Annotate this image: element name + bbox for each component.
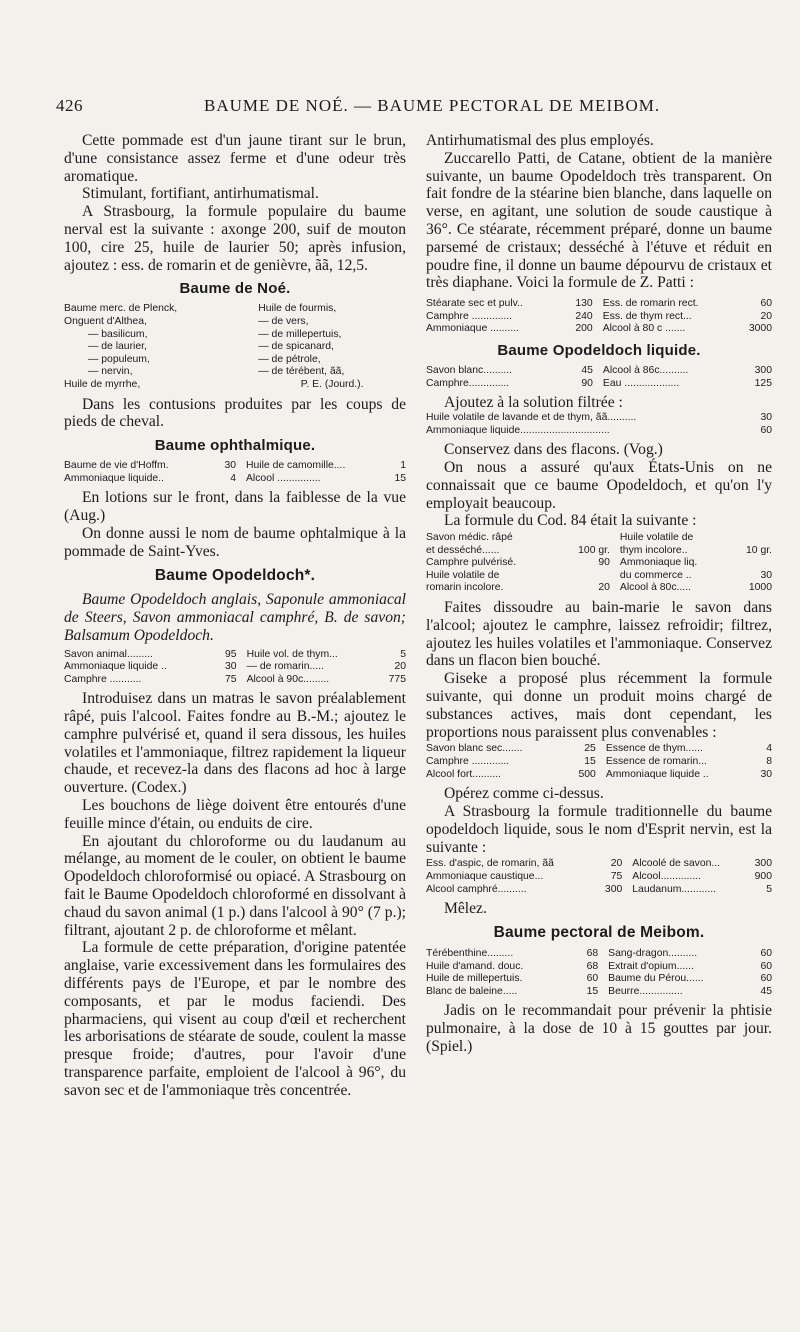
table-cell: 1000 bbox=[748, 582, 772, 594]
table-cell: du commerce .. bbox=[619, 569, 692, 581]
table-cell: Alcool fort.......... bbox=[426, 768, 502, 780]
table-cell: Huile de myrrhe, bbox=[64, 378, 141, 390]
table-row bbox=[426, 532, 772, 545]
table-row bbox=[426, 545, 772, 558]
table-cell: Ess. d'aspic, de romarin, ãã bbox=[426, 858, 554, 870]
paragraph: A Strasbourg, la formule populaire du baume nerval est la suivante : axonge 200, suif de mouton 100, cire 25, huile de laurier 50; après infusion, ajoutez : ess. de romarin et de genièvre, ãã, 12,5. bbox=[64, 203, 406, 274]
table-cell: 15 bbox=[584, 756, 596, 768]
paragraph: Stimulant, fortifiant, antirhumatismal. bbox=[82, 185, 319, 203]
table-cell: Ess. de thym rect... bbox=[602, 310, 692, 322]
table-row bbox=[426, 582, 772, 595]
table-cell: Camphre pulvérisé. bbox=[426, 557, 517, 569]
table-cell: — de spicanard, bbox=[258, 341, 334, 353]
paragraph: Conservez dans des flacons. (Vog.) bbox=[444, 441, 663, 459]
table-cell bbox=[734, 532, 772, 545]
table-cell: 200 bbox=[575, 323, 593, 335]
table-cell: 125 bbox=[754, 377, 772, 389]
paragraph: Introduisez dans un matras le savon préalablement râpé, puis l'alcool. Faites fondre au B.-M.; ajoutez le camphre pulvérisé et, quand il sera dissous, les huiles volatiles et l'ammoniaque, filtrez rapidement la liqueur chaude, et recevez-la dans des flacons ad hoc à large ouverture. (Codex.) bbox=[64, 690, 406, 797]
table-cell: Ammoniaque .......... bbox=[426, 323, 519, 335]
table-cell: Térébenthine......... bbox=[426, 948, 514, 959]
table-row bbox=[426, 323, 772, 336]
table-row bbox=[426, 365, 772, 378]
table-cell: — basilicum, bbox=[88, 328, 148, 340]
table-row bbox=[426, 871, 772, 884]
recipe-table-codex bbox=[426, 532, 772, 595]
table-cell: 30 bbox=[760, 768, 772, 780]
recipe-table-patti bbox=[426, 298, 772, 336]
recipe-line-label: Ammoniaque liquide............................... bbox=[426, 424, 610, 436]
table-cell bbox=[734, 557, 772, 570]
table-cell: Huile volatile de bbox=[619, 532, 694, 544]
paragraph: En lotions sur le front, dans la faiblesse de la vue (Aug.) bbox=[64, 489, 406, 525]
table-cell: Beurre............... bbox=[608, 985, 683, 997]
table-cell: 5 bbox=[766, 883, 772, 895]
table-row bbox=[64, 379, 406, 392]
table-row bbox=[426, 884, 772, 897]
section-heading-baume-de-noe: Baume de Noé. bbox=[179, 280, 291, 298]
table-cell: — populeum, bbox=[88, 353, 150, 365]
table-cell: Savon blanc sec....... bbox=[426, 743, 523, 755]
paragraph: Giseke a proposé plus récemment la formule suivante, qui donne un produit moins chargé de substances actives, mais dont cependant, les proportions nous paraissent plus convenables : bbox=[426, 670, 772, 741]
paragraph: Les bouchons de liège doivent être entourés d'une feuille mince d'étain, ou enduits de cire. bbox=[64, 797, 406, 832]
table-cell: Essence de thym...... bbox=[605, 743, 703, 755]
table-cell: 15 bbox=[586, 985, 599, 997]
table-row bbox=[426, 756, 772, 769]
table-cell: Ammoniaque liq. bbox=[619, 557, 698, 569]
table-cell: 5 bbox=[400, 648, 406, 660]
table-cell: 60 bbox=[586, 973, 599, 985]
table-cell: Alcool à 80 c ....... bbox=[602, 323, 686, 335]
table-cell: Baume merc. de Plenck, bbox=[64, 303, 178, 315]
recipe-line bbox=[426, 412, 772, 425]
paragraph: Cette pommade est d'un jaune tirant sur le brun, d'une consistance assez ferme et d'une odeur très aromatique. bbox=[64, 132, 406, 185]
table-cell: 68 bbox=[586, 948, 599, 959]
left-column bbox=[64, 132, 406, 1100]
table-cell: Huile volatile de bbox=[426, 569, 500, 581]
table-cell: 900 bbox=[754, 871, 772, 883]
table-cell: 30 bbox=[760, 569, 772, 581]
paragraph: La formule du Cod. 84 était la suivante : bbox=[444, 512, 697, 530]
table-row bbox=[426, 311, 772, 324]
table-cell: — nervin, bbox=[88, 366, 133, 378]
table-row bbox=[426, 769, 772, 782]
table-cell: Extrait d'opium...... bbox=[608, 960, 694, 972]
table-cell: 1 bbox=[400, 460, 406, 472]
table-cell: Camphre ........... bbox=[64, 673, 142, 685]
recipe-table-esprit-nervin bbox=[426, 858, 772, 896]
table-row bbox=[64, 366, 406, 379]
recipe-table-opodeldoch bbox=[64, 649, 406, 687]
paragraph: Antirhumatismal des plus employés. bbox=[426, 132, 654, 149]
table-cell: 45 bbox=[760, 985, 772, 997]
table-cell: Alcoolé de savon... bbox=[632, 858, 721, 870]
section-heading-baume-opodeldoch: Baume Opodeldoch*. bbox=[154, 566, 316, 584]
table-cell: thym incolore.. bbox=[619, 544, 688, 556]
paragraph: On nous a assuré qu'aux États-Unis on ne connaissait que ce baume Opodeldoch, et qu'on l'y employait beaucoup. bbox=[426, 458, 772, 512]
recipe-table-liquide bbox=[426, 365, 772, 390]
table-cell: Ammoniaque liquide .. bbox=[605, 768, 709, 780]
table-cell: 4 bbox=[230, 472, 236, 484]
recipe-line bbox=[426, 425, 772, 438]
recipe-table-giseke bbox=[426, 743, 772, 781]
table-cell: Onguent d'Althea, bbox=[64, 315, 147, 327]
table-cell: 90 bbox=[581, 377, 593, 389]
table-cell: 8 bbox=[766, 756, 772, 768]
paragraph: En ajoutant du chloroforme ou du laudanum au mélange, au moment de le couler, on obtient le baume Opodeldoch chloroformisé ou opiacé. A Strasbourg on fait le Baume Opodeldoch chloroformé en dissolvant à chaud du savon animal (1 p.) dans l'alcool à 90° (7 p.); filtrant, ajoutant 2 p. de chloroforme et mêlant. bbox=[64, 832, 406, 939]
table-row bbox=[426, 557, 772, 570]
table-cell: Laudanum............ bbox=[632, 883, 717, 895]
table-cell: 500 bbox=[578, 768, 596, 780]
table-cell: 30 bbox=[224, 460, 236, 472]
table-cell: Huile vol. de thym... bbox=[246, 648, 338, 660]
paragraph: Faites dissoudre au bain-marie le savon dans l'alcool; ajoutez le camphre, laissez refroidir; filtrez, ajoutez les huiles volatiles et l'ammoniaque. Conservez dans un flacon bien bouché. bbox=[426, 599, 772, 670]
table-row bbox=[426, 973, 772, 986]
table-cell: Ess. de romarin rect. bbox=[602, 298, 699, 310]
recipe-table-ophthalmique bbox=[64, 460, 406, 485]
table-row bbox=[426, 948, 772, 961]
table-cell: — de millepertuis, bbox=[258, 328, 342, 340]
recipe-table-noe bbox=[64, 303, 406, 391]
table-cell: Alcool ............... bbox=[246, 472, 321, 484]
table-cell: — de romarin..... bbox=[246, 661, 324, 673]
table-cell: 3000 bbox=[748, 323, 772, 335]
table-cell: Eau ................... bbox=[602, 377, 680, 389]
table-cell: romarin incolore. bbox=[426, 582, 504, 594]
recipe-table-meibom bbox=[426, 948, 772, 998]
table-cell: Huile de millepertuis. bbox=[426, 973, 523, 985]
table-row bbox=[426, 961, 772, 974]
table-cell: 10 gr. bbox=[746, 544, 772, 556]
table-row bbox=[64, 303, 406, 316]
table-cell: — de térébent, ãã, bbox=[258, 366, 345, 378]
synonyms: Baume Opodeldoch anglais, Saponule ammoniacal de Steers, Savon ammoniacal camphré, B. de savon; Balsamum Opodeldoch. bbox=[64, 590, 406, 644]
table-cell: 300 bbox=[754, 364, 772, 376]
table-row bbox=[64, 649, 406, 662]
table-cell: 130 bbox=[575, 298, 593, 310]
table-row bbox=[426, 743, 772, 756]
table-cell: Huile de fourmis, bbox=[258, 303, 337, 315]
table-cell: 240 bbox=[575, 310, 593, 322]
table-cell: 68 bbox=[586, 960, 599, 972]
table-cell: Baume de vie d'Hoffm. bbox=[64, 460, 169, 472]
table-cell: 75 bbox=[610, 871, 623, 883]
table-cell bbox=[558, 570, 619, 583]
table-cell: 60 bbox=[760, 973, 772, 985]
paragraph: Zuccarello Patti, de Catane, obtient de la manière suivante, un baume Opodeldoch très transparent. On fait fondre de la stéarine bien blanche, dans laquelle on verse, en agitant, une solution de soude caustique à 36°. Ce stéarate, récemment préparé, donne un baume parsemé de cristaux; desséché à l'étuve et réduit en poudre fine, il donne un baume dépourvu de cristaux et très diaphane. Voici la formule de Z. Patti : bbox=[426, 149, 772, 292]
table-cell: Huile de camomille.... bbox=[246, 460, 346, 472]
table-cell: 25 bbox=[584, 743, 596, 755]
table-cell: 45 bbox=[581, 364, 593, 376]
table-row bbox=[64, 473, 406, 486]
table-cell: Camphre .............. bbox=[426, 310, 513, 322]
table-cell: 100 gr. bbox=[578, 544, 610, 556]
table-row bbox=[64, 316, 406, 329]
recipe-line-qty: 60 bbox=[760, 424, 772, 436]
table-cell: 20 bbox=[610, 858, 623, 870]
table-cell: 60 bbox=[760, 960, 772, 972]
table-cell: 20 bbox=[394, 661, 406, 673]
table-cell: 75 bbox=[225, 673, 237, 685]
table-cell: P. E. (Jourd.). bbox=[300, 378, 364, 390]
running-title: BAUME DE NOÉ. — BAUME PECTORAL DE MEIBOM. bbox=[204, 96, 661, 115]
paragraph: Dans les contusions produites par les coups de pieds de cheval. bbox=[64, 395, 406, 431]
table-cell: Savon blanc.......... bbox=[426, 364, 513, 376]
paragraph: Ajoutez à la solution filtrée : bbox=[444, 394, 623, 412]
table-cell: 20 bbox=[598, 582, 610, 594]
right-column bbox=[426, 132, 772, 1056]
table-cell: 20 bbox=[760, 310, 772, 322]
table-cell: Essence de romarin... bbox=[605, 756, 707, 768]
paragraph: Mêlez. bbox=[444, 900, 487, 918]
table-row bbox=[64, 661, 406, 674]
table-cell: Ammoniaque liquide .. bbox=[64, 661, 167, 673]
table-cell: Huile d'amand. douc. bbox=[426, 960, 524, 972]
table-row bbox=[64, 329, 406, 342]
table-row bbox=[426, 858, 772, 871]
table-cell: Alcool camphré.......... bbox=[426, 883, 527, 895]
paragraph: La formule de cette préparation, d'origine patentée anglaise, varie excessivement dans les formulaires des différents pays de l'Europe, et par le nombre des composants, et par le modus faciendi. Des pharmaciens, qui visent au coup d'œil et recherchent les arborisations de stéarate de soude, coulent la masse presque froide; d'autres, pour l'avoir d'une transparence parfaite, emploient de l'alcool à 96°, du savon sec et de l'ammoniaque très concentrée. bbox=[64, 939, 406, 1099]
table-cell bbox=[558, 532, 619, 545]
table-cell: Blanc de baleine..... bbox=[426, 985, 518, 997]
table-cell: 15 bbox=[394, 472, 406, 484]
table-cell: et desséché...... bbox=[426, 544, 500, 556]
table-cell: Stéarate sec et pulv.. bbox=[426, 298, 523, 310]
table-cell: — de laurier, bbox=[88, 341, 147, 353]
table-row bbox=[426, 570, 772, 583]
table-cell: 4 bbox=[766, 743, 772, 755]
table-cell: Alcool à 80c..... bbox=[619, 582, 691, 594]
table-cell: — de pétrole, bbox=[258, 353, 321, 365]
table-row bbox=[64, 341, 406, 354]
table-row bbox=[64, 354, 406, 367]
table-cell: Alcool.............. bbox=[632, 871, 701, 883]
paragraph: Opérez comme ci-dessus. bbox=[444, 785, 604, 803]
paragraph: Jadis on le recommandait pour prévenir la phtisie pulmonaire, à la dose de 10 à 15 gouttes par jour. (Spiel.) bbox=[426, 1002, 772, 1055]
paragraph: On donne aussi le nom de baume ophtalmique à la pommade de Saint-Yves. bbox=[64, 524, 406, 560]
table-cell: Camphre.............. bbox=[426, 377, 510, 389]
table-row bbox=[426, 378, 772, 391]
section-heading-baume-pectoral-meibom: Baume pectoral de Meibom. bbox=[493, 924, 705, 941]
running-head bbox=[56, 96, 756, 120]
table-cell: Alcool à 90c......... bbox=[246, 673, 330, 685]
table-cell: — de vers, bbox=[258, 315, 309, 327]
table-cell: 30 bbox=[225, 661, 237, 673]
section-heading-opodeldoch-liquide: Baume Opodeldoch liquide. bbox=[497, 341, 701, 359]
recipe-line-label: Huile volatile de lavande et de thym, ãã.......... bbox=[426, 411, 637, 423]
table-cell: Ammoniaque caustique... bbox=[426, 871, 544, 883]
table-cell: Alcool à 86c.......... bbox=[602, 364, 689, 376]
table-cell: 775 bbox=[388, 673, 406, 685]
table-row bbox=[426, 298, 772, 311]
table-cell: Sang-dragon.......... bbox=[608, 948, 698, 959]
table-cell: Camphre ............. bbox=[426, 756, 510, 768]
paragraph: A Strasbourg la formule traditionnelle du baume opodeldoch liquide, sous le nom d'Esprit nervin, est la suivante : bbox=[426, 803, 772, 856]
table-row bbox=[64, 674, 406, 687]
table-row bbox=[426, 986, 772, 999]
table-cell: Baume du Pérou...... bbox=[608, 973, 704, 985]
page-number: 426 bbox=[56, 96, 83, 115]
table-row bbox=[64, 460, 406, 473]
table-cell: 90 bbox=[598, 557, 610, 569]
section-heading-baume-ophthalmique: Baume ophthalmique. bbox=[154, 437, 316, 455]
table-cell: Ammoniaque liquide.. bbox=[64, 472, 164, 484]
table-cell: Savon médic. râpé bbox=[426, 532, 513, 544]
table-cell: 300 bbox=[754, 858, 772, 870]
table-cell: Savon animal......... bbox=[64, 648, 153, 660]
recipe-line-qty: 30 bbox=[760, 411, 772, 423]
table-cell: 95 bbox=[225, 648, 237, 660]
table-cell: 60 bbox=[760, 298, 772, 310]
table-cell: 300 bbox=[604, 883, 623, 895]
table-cell: 60 bbox=[760, 948, 772, 959]
